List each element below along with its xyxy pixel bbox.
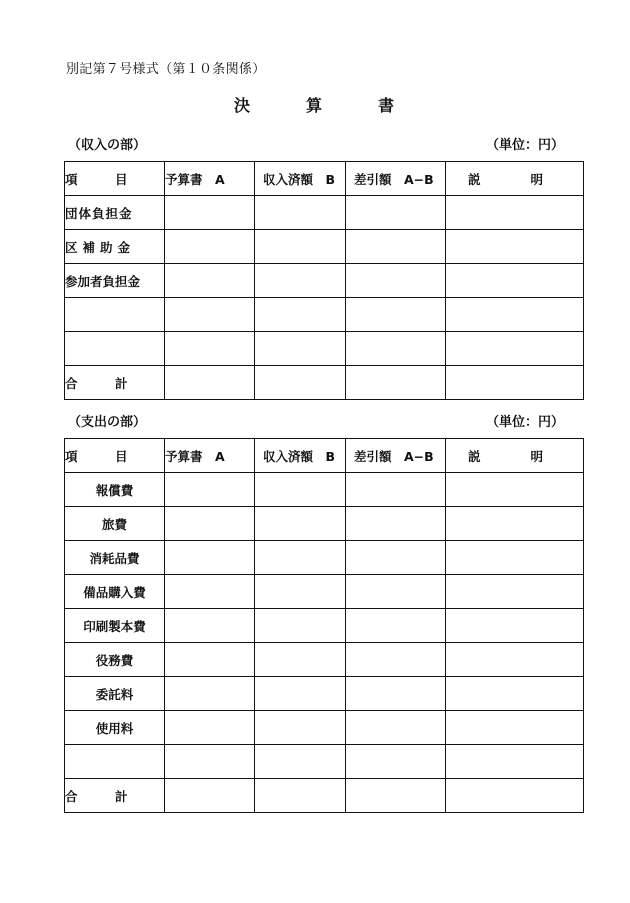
income-header-row <box>65 162 584 196</box>
difference-cell[interactable] <box>346 609 446 643</box>
row-label: 委託料 <box>65 677 165 711</box>
difference-cell[interactable] <box>346 541 446 575</box>
table-row <box>65 609 584 643</box>
table-row <box>65 196 584 230</box>
received-cell[interactable] <box>255 575 346 609</box>
received-cell[interactable] <box>255 745 346 779</box>
expense-header-row <box>65 439 584 473</box>
budget-cell[interactable] <box>165 332 255 366</box>
row-label: 報償費 <box>65 473 165 507</box>
budget-cell[interactable] <box>165 575 255 609</box>
budget-cell[interactable] <box>165 609 255 643</box>
table-row <box>65 745 584 779</box>
description-cell[interactable] <box>446 541 584 575</box>
income-heading: （収入の部） <box>68 138 147 153</box>
received-cell[interactable] <box>255 507 346 541</box>
received-cell[interactable] <box>255 711 346 745</box>
budget-cell[interactable] <box>165 711 255 745</box>
difference-cell[interactable] <box>346 677 446 711</box>
table-row <box>65 677 584 711</box>
description-cell[interactable] <box>446 196 584 230</box>
row-label[interactable] <box>65 298 165 332</box>
received-cell[interactable] <box>255 473 346 507</box>
header-received: 収入済額 B <box>255 439 346 473</box>
difference-cell[interactable] <box>346 332 446 366</box>
table-row <box>65 473 584 507</box>
budget-cell[interactable] <box>165 196 255 230</box>
difference-cell[interactable] <box>346 366 446 400</box>
description-cell[interactable] <box>446 711 584 745</box>
received-cell[interactable] <box>255 366 346 400</box>
row-label: 使用料 <box>65 711 165 745</box>
received-cell[interactable] <box>255 779 346 813</box>
table-row <box>65 541 584 575</box>
table-row <box>65 711 584 745</box>
income-table <box>64 161 584 400</box>
received-cell[interactable] <box>255 609 346 643</box>
description-cell[interactable] <box>446 298 584 332</box>
header-item: 項 目 <box>65 439 165 473</box>
received-cell[interactable] <box>255 677 346 711</box>
description-cell[interactable] <box>446 609 584 643</box>
row-label: 区補助金 <box>65 230 165 264</box>
description-cell[interactable] <box>446 366 584 400</box>
header-difference: 差引額 A−B <box>346 439 446 473</box>
difference-cell[interactable] <box>346 230 446 264</box>
expense-unit-label: （単位：円） <box>485 415 564 430</box>
row-label: 消耗品費 <box>65 541 165 575</box>
expense-table <box>64 438 584 813</box>
budget-cell[interactable] <box>165 507 255 541</box>
description-cell[interactable] <box>446 745 584 779</box>
received-cell[interactable] <box>255 541 346 575</box>
budget-cell[interactable] <box>165 677 255 711</box>
budget-cell[interactable] <box>165 473 255 507</box>
description-cell[interactable] <box>446 677 584 711</box>
form-number-label: 別記第７号様式（第１０条関係） <box>66 62 266 77</box>
difference-cell[interactable] <box>346 298 446 332</box>
table-row <box>65 643 584 677</box>
received-cell[interactable] <box>255 332 346 366</box>
document-title: 決 算 書 <box>233 96 396 115</box>
row-label: 旅費 <box>65 507 165 541</box>
budget-cell[interactable] <box>165 298 255 332</box>
difference-cell[interactable] <box>346 473 446 507</box>
header-budget: 予算書 A <box>165 162 255 196</box>
difference-cell[interactable] <box>346 196 446 230</box>
row-label: 団体負担金 <box>65 196 165 230</box>
header-received: 収入済額 B <box>255 162 346 196</box>
expense-section-header <box>64 411 582 430</box>
description-cell[interactable] <box>446 332 584 366</box>
received-cell[interactable] <box>255 264 346 298</box>
total-label: 合 計 <box>65 366 165 400</box>
budget-cell[interactable] <box>165 745 255 779</box>
row-label: 印刷製本費 <box>65 609 165 643</box>
row-label[interactable] <box>65 745 165 779</box>
description-cell[interactable] <box>446 507 584 541</box>
difference-cell[interactable] <box>346 643 446 677</box>
difference-cell[interactable] <box>346 575 446 609</box>
table-row <box>65 575 584 609</box>
budget-cell[interactable] <box>165 643 255 677</box>
budget-cell[interactable] <box>165 541 255 575</box>
budget-cell[interactable] <box>165 230 255 264</box>
table-row <box>65 264 584 298</box>
budget-cell[interactable] <box>165 779 255 813</box>
description-cell[interactable] <box>446 264 584 298</box>
description-cell[interactable] <box>446 779 584 813</box>
description-cell[interactable] <box>446 643 584 677</box>
row-label: 備品購入費 <box>65 575 165 609</box>
received-cell[interactable] <box>255 643 346 677</box>
difference-cell[interactable] <box>346 264 446 298</box>
total-row <box>65 366 584 400</box>
table-row <box>65 507 584 541</box>
difference-cell[interactable] <box>346 779 446 813</box>
description-cell[interactable] <box>446 230 584 264</box>
income-section-header <box>64 134 582 153</box>
header-item: 項 目 <box>65 162 165 196</box>
income-unit-label: （単位：円） <box>485 138 564 153</box>
description-cell[interactable] <box>446 473 584 507</box>
budget-cell[interactable] <box>165 264 255 298</box>
received-cell[interactable] <box>255 230 346 264</box>
total-label: 合 計 <box>65 779 165 813</box>
row-label[interactable] <box>65 332 165 366</box>
difference-cell[interactable] <box>346 745 446 779</box>
table-row <box>65 230 584 264</box>
row-label: 役務費 <box>65 643 165 677</box>
total-row <box>65 779 584 813</box>
table-row <box>65 332 584 366</box>
received-cell[interactable] <box>255 298 346 332</box>
header-budget: 予算書 A <box>165 439 255 473</box>
received-cell[interactable] <box>255 196 346 230</box>
table-row <box>65 298 584 332</box>
header-description: 説 明 <box>446 162 584 196</box>
budget-cell[interactable] <box>165 366 255 400</box>
description-cell[interactable] <box>446 575 584 609</box>
difference-cell[interactable] <box>346 507 446 541</box>
row-label: 参加者負担金 <box>65 264 165 298</box>
header-description: 説 明 <box>446 439 584 473</box>
header-difference: 差引額 A−B <box>346 162 446 196</box>
expense-heading: （支出の部） <box>68 415 147 430</box>
difference-cell[interactable] <box>346 711 446 745</box>
